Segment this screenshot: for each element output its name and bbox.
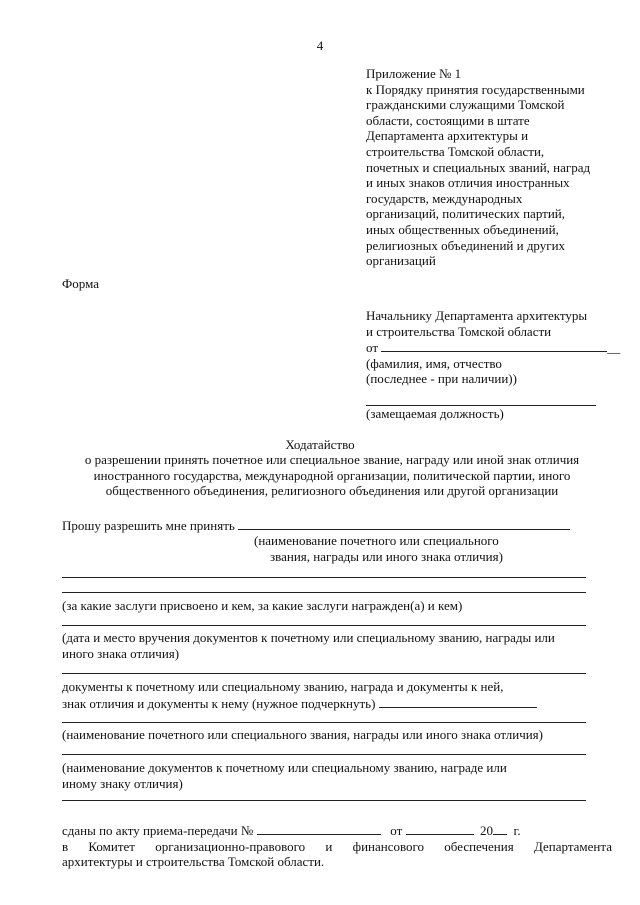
appendix-line: области, состоящими в штате	[366, 112, 530, 128]
position-hint: (замещаемая должность)	[366, 405, 504, 421]
handover-line-1	[62, 822, 612, 839]
page-number: 4	[316, 38, 324, 53]
request-label: Прошу разрешить мне принять	[62, 518, 235, 533]
from-name-blank[interactable]	[381, 339, 607, 352]
appendix-line: государств, международных	[366, 190, 523, 206]
handover-block	[62, 822, 612, 870]
document-title: Ходатайство	[285, 437, 355, 452]
blank-line[interactable]	[62, 673, 586, 674]
name-title-hint: (наименование почетного или специального звания, награды или иного знака отличия)	[62, 727, 543, 742]
appendix-line: и иных знаков отличия иностранных	[366, 175, 570, 191]
blank-line[interactable]	[62, 722, 586, 723]
from-label: от	[366, 340, 379, 356]
appendix-line: гражданскими служащими Томской	[366, 97, 565, 113]
year-blank[interactable]	[493, 822, 507, 835]
name-docs-hint-1: (наименование документов к почетному или специальному званию, награде или	[62, 760, 507, 775]
appendix-line: Департамента архитектуры и	[366, 128, 529, 144]
name-hint-2: (последнее - при наличии))	[366, 371, 517, 387]
appendix-line: к Порядку принятия государственными	[366, 81, 585, 97]
appendix-line: организаций	[366, 253, 436, 269]
document-subtitle: о разрешении принять почетное или специальное звание, награду или иной знак отличия иностранного государства, международной организации, политической партии, иного общественного объединения, религиозного объединения или другой организации	[84, 452, 580, 499]
blank-line[interactable]	[62, 592, 586, 593]
name-hint-1: (фамилия, имя, отчество	[366, 355, 502, 371]
day-blank[interactable]	[406, 822, 422, 835]
blank-line[interactable]	[62, 577, 586, 578]
blank-line[interactable]	[62, 800, 586, 801]
form-label: Форма	[62, 276, 99, 291]
act-number-blank[interactable]	[257, 822, 381, 835]
year-suffix: г.	[513, 823, 521, 838]
position-blank[interactable]	[366, 391, 596, 406]
appendix-line: почетных и специальных званий, наград	[366, 159, 591, 175]
date-place-hint-2: иного знака отличия)	[62, 646, 180, 661]
request-row	[62, 517, 570, 534]
blank-line[interactable]	[62, 625, 586, 626]
appendix-header	[366, 66, 636, 269]
appendix-line: религиозных объединений и других	[366, 237, 566, 253]
docs-line-2-text: знак отличия и документы к нему (нужное подчеркнуть)	[62, 696, 376, 711]
appendix-line: Приложение № 1	[366, 66, 462, 81]
year-label: 20	[480, 823, 494, 838]
name-docs-hint-2: иному знаку отличия)	[62, 776, 183, 791]
merits-hint: (за какие заслуги присвоено и кем, за какие заслуги награжден(а) и кем)	[62, 598, 463, 613]
handover-label: сданы по акту приема-передачи №	[62, 823, 254, 838]
from-row	[366, 339, 636, 356]
blank-line[interactable]	[62, 754, 586, 755]
handover-line-2: в Комитет организационно-правового и финансового обеспечения Департамента	[62, 838, 612, 854]
month-blank[interactable]	[422, 822, 474, 835]
request-hint-1: (наименование почетного или специального	[254, 533, 499, 548]
addressee-line-2: и строительства Томской области	[366, 323, 552, 339]
award-name-blank[interactable]	[238, 517, 570, 530]
request-hint-2: звания, награды или иного знака отличия)	[270, 549, 503, 564]
docs-line-2	[62, 695, 537, 712]
docs-blank[interactable]	[379, 695, 537, 708]
date-place-hint-1: (дата и место вручения документов к почетному или специальному званию, награды или	[62, 630, 555, 645]
from-tail: __	[607, 340, 621, 356]
addressee-line-1: Начальнику Департамента архитектуры	[366, 308, 588, 323]
addressee-block	[366, 308, 636, 422]
handover-line-3: архитектуры и строительства Томской области.	[62, 854, 325, 870]
appendix-line: строительства Томской области,	[366, 143, 545, 159]
appendix-line: иных общественных объединений,	[366, 221, 559, 237]
appendix-line: организаций, политических партий,	[366, 206, 565, 222]
docs-line-1: документы к почетному или специальному званию, награда и документы к ней,	[62, 679, 504, 694]
date-from-label: от	[390, 823, 403, 838]
